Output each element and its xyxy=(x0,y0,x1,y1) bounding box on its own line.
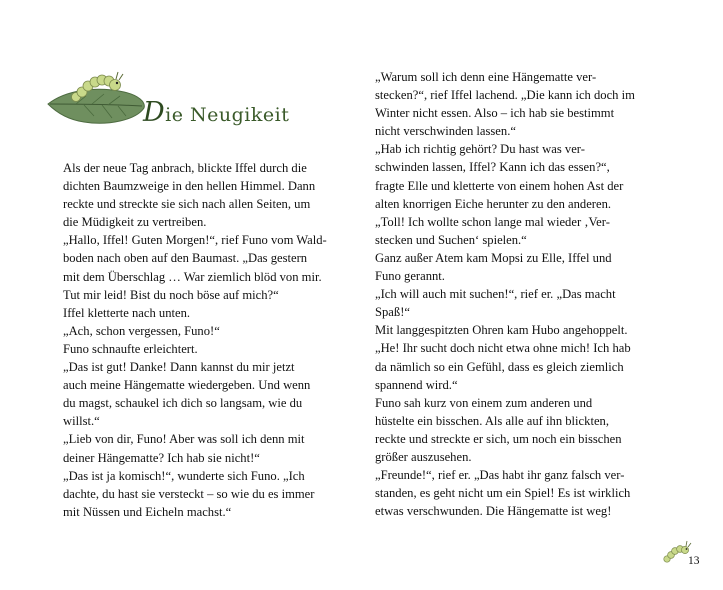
text-line: alten knorrigen Eiche herunter zu den anderen. xyxy=(375,196,612,211)
text-line: „Warum soll ich denn eine Hängematte ver- xyxy=(375,70,597,84)
text-line: stecken?“, rief Iffel lachend. „Die kann ich doch im xyxy=(375,88,635,103)
text-line: „Das ist gut! Danke! Dann kannst du mir jetzt xyxy=(63,360,295,375)
text-line: Funo gerannt. xyxy=(375,269,445,284)
text-line: hüstelte ein bisschen. Als alle auf ihn blickten, xyxy=(375,413,609,428)
text-line: deiner Hängematte? Ich hab sie nicht!“ xyxy=(63,450,260,465)
text-line: Funo sah kurz von einem zum anderen und xyxy=(375,395,593,410)
text-line: die Müdigkeit zu vertreiben. xyxy=(63,215,207,230)
text-line: „He! Ihr sucht doch nicht etwa ohne mich! Ich hab xyxy=(375,341,631,356)
text-line: „Toll! Ich wollte schon lange mal wieder ‚Ver- xyxy=(375,214,610,229)
text-line: größer auszusehen. xyxy=(375,449,472,464)
chapter-heading xyxy=(46,64,290,136)
text-line: auch meine Hängematte wiedergeben. Und wenn xyxy=(63,378,311,393)
text-line: boden nach oben auf den Baumast. „Das gestern xyxy=(63,251,308,266)
left-text-column xyxy=(63,159,359,521)
text-line: „Lieb von dir, Funo! Aber was soll ich denn mit xyxy=(63,432,305,447)
text-line: Iffel kletterte nach unten. xyxy=(63,305,191,320)
text-line: schwinden lassen, Iffel? Kann ich das essen?“, xyxy=(375,160,610,175)
text-line: reckte und streckte er sich, um noch ein bisschen xyxy=(375,431,622,446)
text-line: standen, es geht nicht um ein Spiel! Es ist wirklich xyxy=(375,486,631,501)
text-line: mit Nüssen und Eicheln machst.“ xyxy=(63,504,232,519)
text-line: spannend wird.“ xyxy=(375,377,458,392)
text-line: Tut mir leid! Bist du noch böse auf mich?“ xyxy=(63,287,279,302)
text-line: mit dem Überschlag … War ziemlich blöd von mir. xyxy=(63,269,322,284)
chapter-title-initial: D xyxy=(143,97,166,128)
text-line: „Hallo, Iffel! Guten Morgen!“, rief Funo vom Wald- xyxy=(63,233,327,248)
text-line: fragte Elle und kletterte von einem hohen Ast der xyxy=(375,178,624,193)
text-line: Als der neue Tag anbrach, blickte Iffel durch die xyxy=(63,161,307,175)
text-line: „Das ist ja komisch!“, wunderte sich Funo. „Ich xyxy=(63,468,305,483)
right-text-column xyxy=(375,68,671,520)
chapter-title xyxy=(143,97,289,128)
chapter-title-rest: ie Neugikeit xyxy=(165,104,290,126)
text-line: nicht verschwinden lassen.“ xyxy=(375,124,516,139)
text-line: willst.“ xyxy=(63,414,100,429)
text-line: Winter nicht essen. Also – ich hab sie bestimmt xyxy=(375,106,615,121)
text-line: „Ich will auch mit suchen!“, rief er. „Das macht xyxy=(375,287,616,302)
text-line: du magst, schaukel ich dich so langsam, wie du xyxy=(63,396,303,411)
text-line: da nämlich so ein Gefühl, dass es gleich ziemlich xyxy=(375,359,624,374)
page-number: 13 xyxy=(688,555,700,567)
text-line: „Freunde!“, rief er. „Das habt ihr ganz falsch ver- xyxy=(375,468,625,483)
text-line: „Ach, schon vergessen, Funo!“ xyxy=(63,323,220,338)
text-line: etwas verschwunden. Die Hängematte ist weg! xyxy=(375,504,612,519)
text-line: Funo schnaufte erleichtert. xyxy=(63,341,198,356)
caterpillar-on-leaf-icon xyxy=(46,64,156,136)
text-line: dachte, du hast sie versteckt – so wie du es immer xyxy=(63,486,315,501)
text-line: reckte und streckte sie sich nach allen Seiten, um xyxy=(63,197,311,212)
text-line: dichten Baumzweige in den hellen Himmel. Dann xyxy=(63,179,316,194)
text-line: Mit langgespitzten Ohren kam Hubo angehoppelt. xyxy=(375,323,628,338)
text-line: Ganz außer Atem kam Mopsi zu Elle, Iffel und xyxy=(375,250,612,265)
text-line: „Hab ich richtig gehört? Du hast was ver- xyxy=(375,142,585,157)
text-line: stecken und Suchen‘ spielen.“ xyxy=(375,232,527,247)
text-line: Spaß!“ xyxy=(375,305,410,320)
